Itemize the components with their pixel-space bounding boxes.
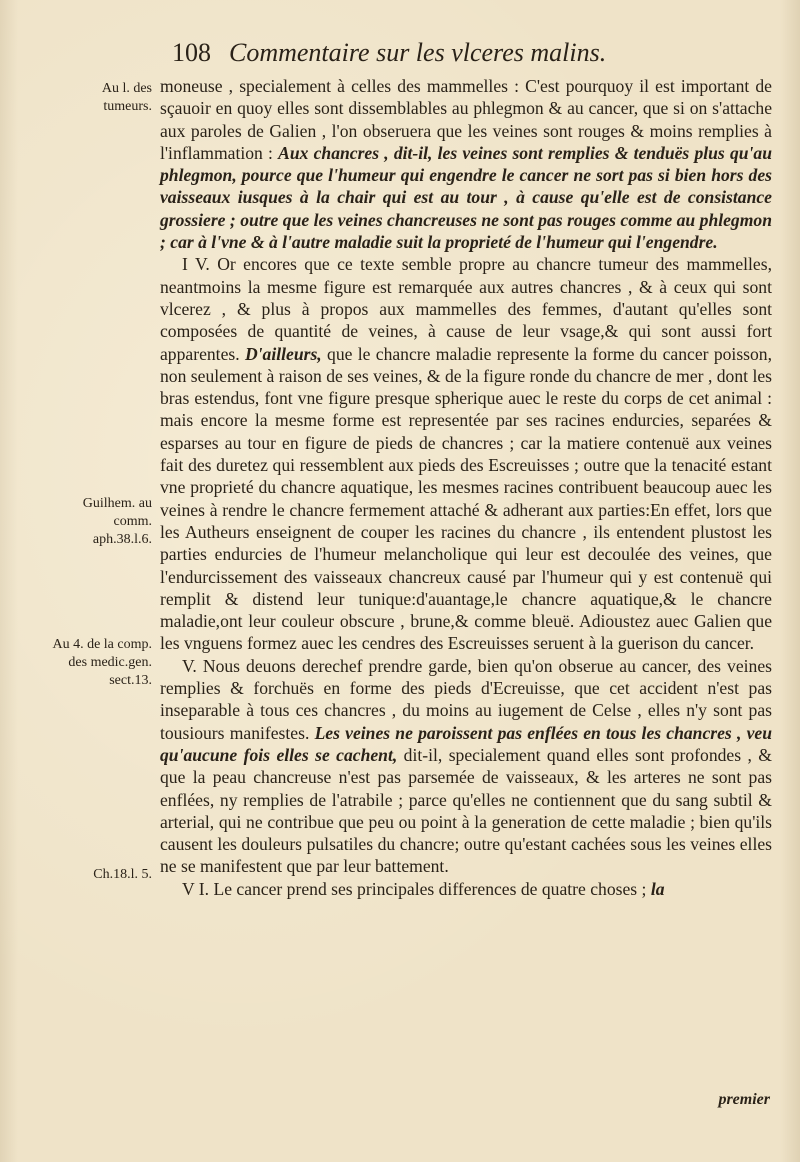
paragraph xyxy=(160,878,772,900)
running-head xyxy=(172,36,772,70)
text-run: V. Nous deuons derechef prendre garde, bien qu'on obserue au cancer, des veines remplies & forchuës en forme des pieds d'Ecreuisse, que cet accident n'est pas inseparable à tous ces chancres , du moins au iugement de Celse , elles n'y sont pas tousiours manifestes. xyxy=(160,655,772,743)
text-run: que le chancre maladie represente la forme du cancer poisson, non seulement à raison de ses veines, & de la figure ronde du chancre de mer , dont les bras estendus, font vne figure presque spherique auec le reste du corps de cet animal : mais encore la mesme forme est representée par ses racines endurcies, separées & esparses au tour en figure de pieds de chancres ; car la matiere contenuë aux veines fait des duretez qui ressemblent aux pieds des Escreuisses ; outre que la tenacité estant vne proprieté du chancre aquatique, les mesmes racines contribuent beaucoup auec les veines à rendre le chancre fermement attaché & adherant aux parties:En effet, lors que les Autheurs enseignent de couper les racines du chancre , ils entendent plustost les parties endurcies de l'humeur melancholique qui leur est decoulée des veines, que l'endurcissement des vaisseaux chancreux causé par l'humeur qui y est contenuë qui remplit & distend leur tunique:d'auantage,le chancre aquatique,& le chancre maladie,ont leur couleur obscure , brune,& comme bleuë. Adioustez auec Galien que les vnguens formez auec les cendres des Escreuisses seruent à la guerison du cancer. xyxy=(160,343,773,654)
italic-word: la xyxy=(650,878,665,899)
running-title: Commentaire sur les vlceres malins. xyxy=(229,38,607,67)
text-run: V I. Le cancer prend ses principales differences de quatre choses ; xyxy=(182,878,647,899)
paragraph xyxy=(160,655,772,878)
text-run: dit-il, specialement quand elles sont profondes , & que la peau chancreuse n'est pas parsemée de vaisseaux, & les arteres ne sont pas enflées, ny remplies de l'atrabile ; parce qu'elles ne contiennent que du sang subtil & arterial, qui ne contribue que peu ou point à la generation de cette maladie ; bien qu'ils causent les douleurs pulsatiles du chancre; outre qu'estant cachées sous les veines elles ne se manifestent que par leur battement. xyxy=(160,744,772,877)
paragraph xyxy=(160,75,772,253)
margin-note: Guilhem. au comm. aph.38.l.6. xyxy=(82,496,152,547)
margin-note: Ch.18.l. 5. xyxy=(93,867,152,882)
text-run: moneuse , specialement à celles des mammelles : C'est pourquoy il est important de sçauoir en quoy elles sont dissemblables au phlegmon & au cancer, que si on s'attache aux paroles de Galien , l'on obseruera que les veines sont rouges & moins remplies à l'inflammation : xyxy=(160,76,772,163)
italic-quote: Aux chancres , dit-il, les veines sont remplies & tenduës plus qu'au phlegmon, pource que l'humeur qui engendre le cancer ne sort pas si bien hors des vaisseaux iusques à la chair qui est au tour , à cause qu'elle est de consistance grossiere ; outre que les veines chancreuses ne sont pas rouges comme au phlegmon ; car à l'vne & à l'autre maladie suit la proprieté de l'humeur qui l'engendre. xyxy=(160,142,773,253)
paragraph xyxy=(160,253,772,654)
margin-note: Au 4. de la comp. des medic.gen. sect.13. xyxy=(52,637,152,688)
body-text xyxy=(160,75,772,900)
margin-note: Au l. des tumeurs. xyxy=(101,81,152,114)
italic-quote: Les veines ne paroissent pas enflées en tous les chancres , veu qu'aucune fois elles se cachent, xyxy=(160,722,772,765)
catchword: premier xyxy=(718,1091,770,1108)
page-number: 108 xyxy=(172,38,211,67)
italic-word: D'ailleurs, xyxy=(244,343,322,364)
text-run: I V. Or encores que ce texte semble propre au chancre tumeur des mammelles, neantmoins la mesme figure est remarquée aux autres chancres , & à ceux qui sont vlcerez , & plus à propos aux mammelles des femmes, d'autant qu'elles sont composées de quantité de veines, à cause de leur vsage,& qui sont aussi fort apparentes. xyxy=(160,254,772,364)
